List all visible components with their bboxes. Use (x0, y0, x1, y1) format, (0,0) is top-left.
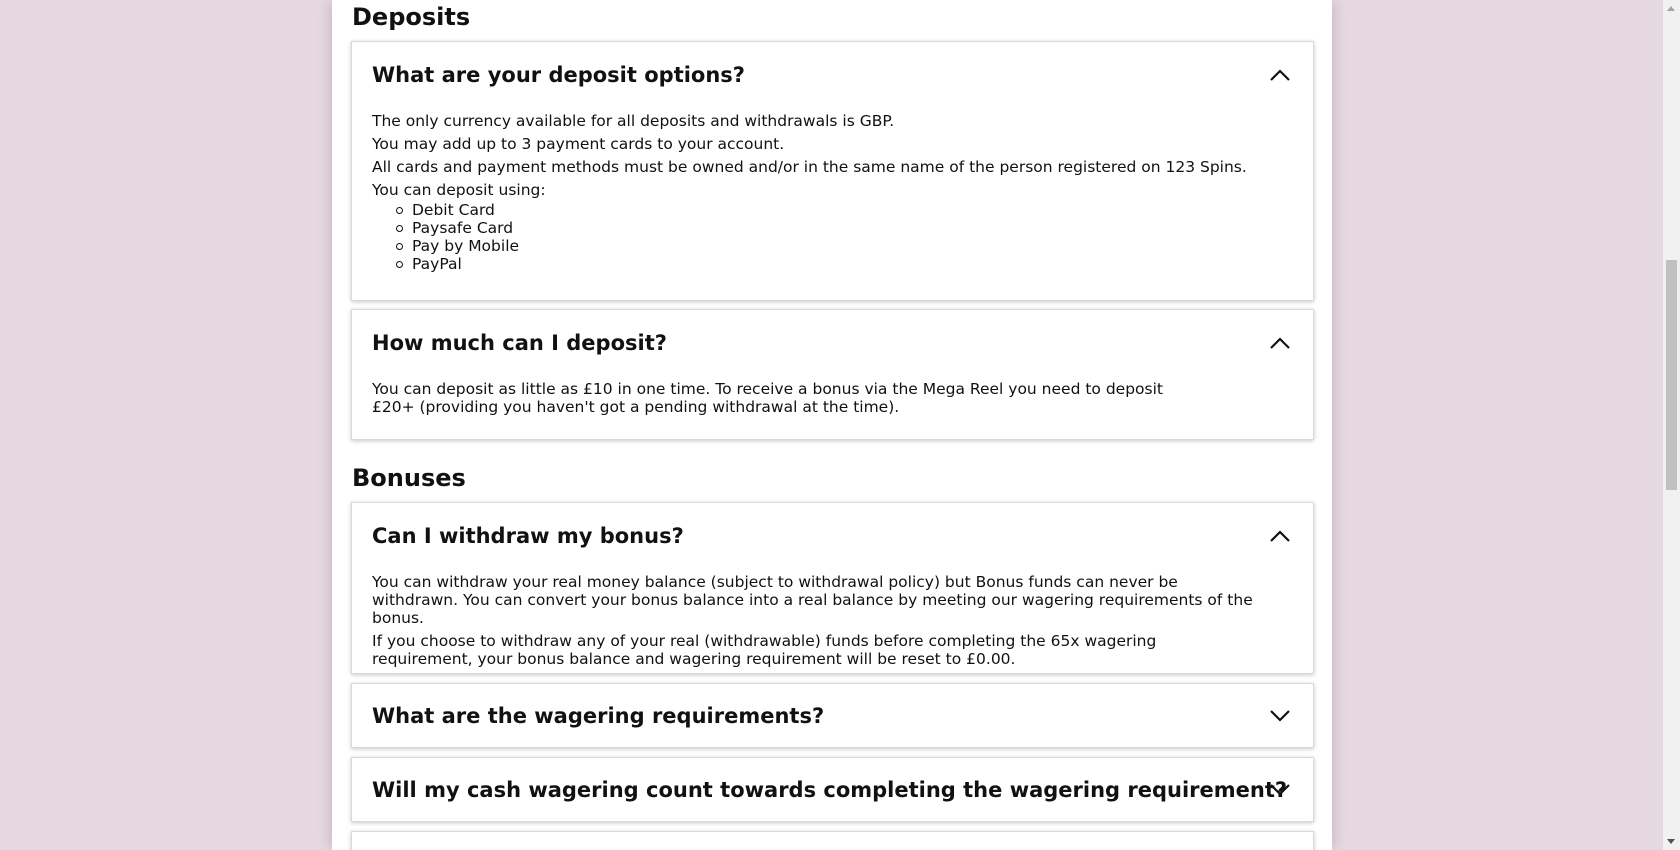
faq-question: Can I withdraw my bonus? (372, 524, 684, 548)
chevron-up-icon[interactable] (1269, 68, 1291, 82)
scrollbar-thumb[interactable] (1666, 260, 1677, 490)
faq-answer (352, 108, 1313, 293)
chevron-down-icon[interactable] (1269, 783, 1291, 797)
list-item: PayPal (412, 255, 1293, 273)
scroll-down-arrow-icon[interactable] (1667, 839, 1675, 844)
answer-paragraph: You can deposit using: (372, 181, 546, 199)
faq-toggle-withdraw-bonus[interactable] (352, 503, 1313, 569)
faq-answer (352, 376, 1313, 441)
list-item: Debit Card (412, 201, 1293, 219)
answer-paragraph: You may add up to 3 payment cards to your account. (372, 135, 785, 153)
section-heading-bonuses: Bonuses (352, 464, 466, 492)
faq-card-withdraw-bonus (351, 502, 1314, 674)
answer-paragraph: If you choose to withdraw any of your real (withdrawable) funds before completing the 65x wagering requirement, your bonus balance and wagering requirement will be reset to £0.00. (372, 632, 1157, 668)
faq-card-next-partial[interactable] (351, 831, 1314, 850)
faq-toggle-wagering-requirements[interactable] (352, 684, 1313, 747)
section-heading-deposits: Deposits (352, 3, 471, 31)
chevron-up-icon[interactable] (1269, 336, 1291, 350)
chevron-down-icon[interactable] (1269, 709, 1291, 723)
faq-toggle-deposit-amount[interactable] (352, 310, 1313, 376)
faq-toggle-deposit-options[interactable] (352, 42, 1313, 108)
faq-question: What are your deposit options? (372, 63, 745, 87)
faq-question: How much can I deposit? (372, 331, 667, 355)
answer-paragraph: You can withdraw your real money balance (subject to withdrawal policy) but Bonus funds can never be withdrawn. You can convert your bonus balance into a real balance by meeting our wagering requirements of the bonus. (372, 573, 1253, 627)
answer-paragraph: You can deposit as little as £10 in one time. To receive a bonus via the Mega Reel you need to deposit £20+ (providing you haven't got a pending withdrawal at the time). (372, 380, 1163, 416)
faq-card-deposit-options (351, 41, 1314, 301)
vertical-scrollbar[interactable] (1663, 0, 1680, 850)
list-item: Paysafe Card (412, 219, 1293, 237)
deposit-methods-list (372, 201, 1293, 273)
faq-card-wagering-requirements (351, 683, 1314, 748)
faq-question: Will my cash wagering count towards completing the wagering requirement? (372, 777, 1288, 802)
faq-toggle-cash-wagering[interactable] (352, 758, 1313, 821)
faq-panel (332, 0, 1332, 850)
faq-card-deposit-amount (351, 309, 1314, 440)
chevron-up-icon[interactable] (1269, 529, 1291, 543)
answer-paragraph: The only currency available for all deposits and withdrawals is GBP. (372, 112, 895, 130)
answer-paragraph: All cards and payment methods must be owned and/or in the same name of the person registered on 123 Spins. (372, 158, 1247, 176)
list-item: Pay by Mobile (412, 237, 1293, 255)
faq-question: What are the wagering requirements? (372, 703, 825, 728)
faq-answer (352, 569, 1313, 693)
faq-card-cash-wagering (351, 757, 1314, 822)
scroll-up-arrow-icon[interactable] (1667, 6, 1675, 11)
